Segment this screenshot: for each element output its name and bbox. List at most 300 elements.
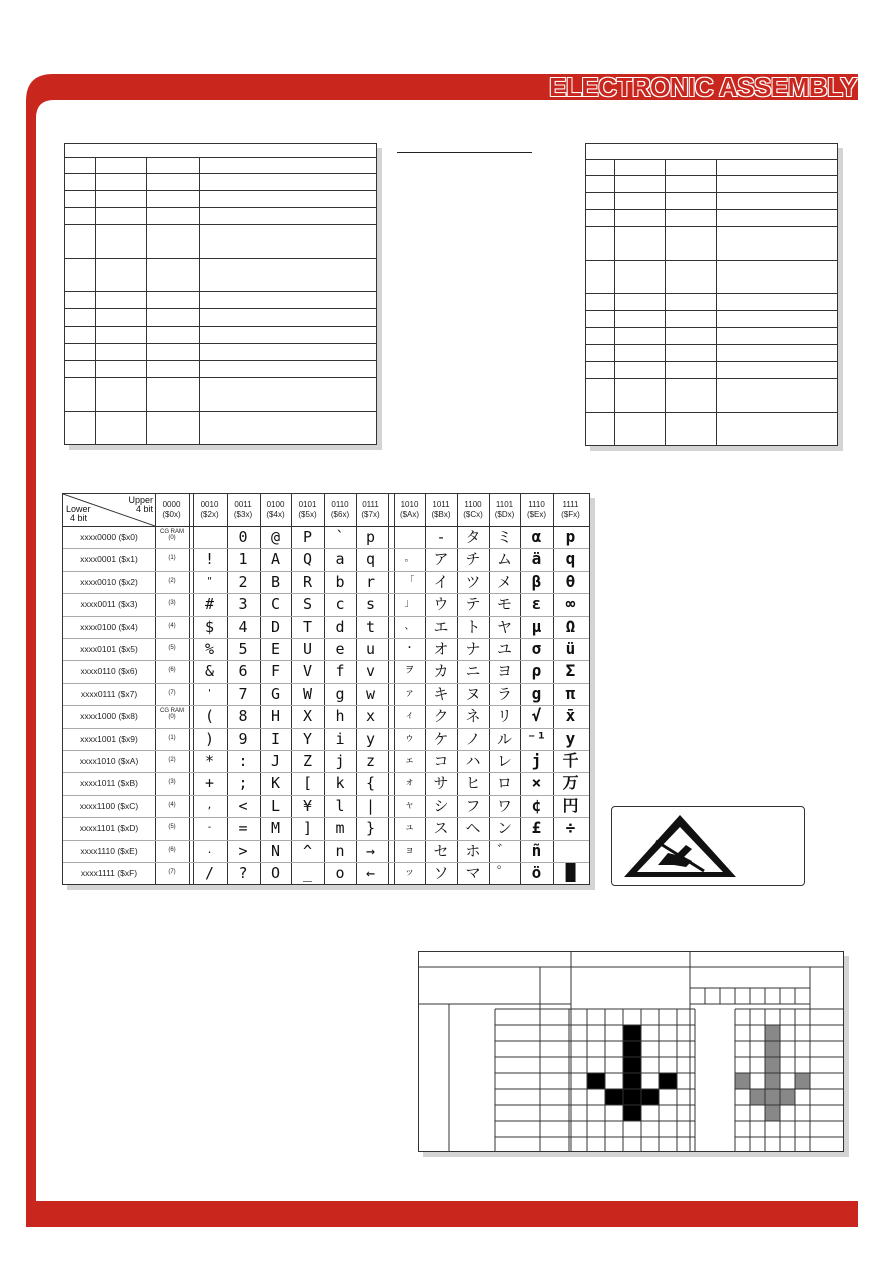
char-glyph: # xyxy=(204,595,215,614)
char-glyph: セ xyxy=(433,841,449,860)
row-divider xyxy=(63,840,589,841)
char-glyph: - xyxy=(436,528,446,546)
char-glyph: キ xyxy=(433,684,449,703)
char-glyph: ラ xyxy=(496,684,512,703)
pixel-gray xyxy=(765,1105,780,1121)
char-glyph: y xyxy=(565,728,576,748)
column-hex: ($Bx) xyxy=(431,510,451,519)
char-glyph: シ xyxy=(433,796,449,815)
cgram-index: (3) xyxy=(168,600,176,607)
char-glyph: p xyxy=(365,528,376,546)
char-glyph: ロ xyxy=(496,774,512,793)
column-header xyxy=(553,500,588,520)
column-hex: ($2x) xyxy=(200,510,219,519)
char-glyph: " xyxy=(206,575,213,587)
cgram-cell xyxy=(155,847,189,853)
cgram-index: (2) xyxy=(168,577,176,584)
cgram-index: (6) xyxy=(168,846,176,853)
row-label: xxxx0010 ($x2) xyxy=(80,576,138,587)
char-glyph: ÷ xyxy=(565,818,576,838)
column-header xyxy=(260,500,291,520)
char-glyph: a xyxy=(335,550,345,569)
char-glyph: 8 xyxy=(238,707,248,726)
row-divider xyxy=(63,862,589,863)
char-glyph: K xyxy=(270,774,281,793)
column-hex: ($0x) xyxy=(162,510,181,519)
column-header xyxy=(356,500,385,520)
char-glyph: ャ xyxy=(404,799,415,811)
char-glyph: I xyxy=(270,729,281,748)
char-glyph: u xyxy=(365,640,376,658)
char-glyph: U xyxy=(302,640,313,658)
table-vline xyxy=(189,494,190,884)
pixel-on xyxy=(605,1089,623,1105)
char-glyph: z xyxy=(365,752,376,770)
row-label: xxxx1001 ($x9) xyxy=(80,733,138,744)
char-glyph: ゥ xyxy=(404,732,415,744)
char-glyph: { xyxy=(365,774,376,793)
cgram-cell xyxy=(155,667,189,673)
pixel-gray xyxy=(765,1089,780,1105)
char-glyph: & xyxy=(204,662,215,681)
cgram-cell xyxy=(155,735,189,741)
char-glyph: Y xyxy=(302,729,313,748)
char-glyph: k xyxy=(335,774,345,793)
esd-warning-box xyxy=(611,806,805,886)
char-glyph: f xyxy=(335,662,345,681)
char-glyph: q xyxy=(565,549,576,569)
char-glyph: ソ xyxy=(433,864,449,882)
char-glyph: タ xyxy=(465,528,481,546)
char-glyph: ¥ xyxy=(302,796,313,815)
char-glyph: / xyxy=(204,864,215,882)
column-hex: ($Ax) xyxy=(399,510,420,519)
column-hex: ($3x) xyxy=(233,510,253,519)
char-glyph: x xyxy=(365,707,376,726)
char-glyph: q xyxy=(365,550,376,569)
char-glyph: オ xyxy=(433,640,449,658)
column-header xyxy=(193,500,226,520)
pin-table-right xyxy=(585,143,838,446)
char-glyph: Q xyxy=(302,550,313,569)
char-glyph: i xyxy=(335,729,345,748)
underline-rule xyxy=(397,152,532,153)
char-glyph: ) xyxy=(204,729,215,748)
column-header xyxy=(291,500,324,520)
cgram-cell xyxy=(155,529,189,541)
header-divider xyxy=(63,526,589,527)
char-glyph: 「 xyxy=(404,575,415,587)
char-glyph: μ xyxy=(531,616,542,636)
char-glyph: ネ xyxy=(465,707,481,726)
char-glyph: M xyxy=(270,819,281,838)
row-divider xyxy=(63,548,589,549)
char-glyph: < xyxy=(238,796,248,815)
pixel-gray xyxy=(750,1089,765,1105)
char-glyph: 万 xyxy=(562,773,579,793)
cgram-index: (1) xyxy=(168,555,176,562)
pixel-on xyxy=(641,1089,659,1105)
char-glyph: ρ xyxy=(531,661,542,681)
char-glyph: ツ xyxy=(465,572,481,591)
row-label: xxxx1100 ($xC) xyxy=(79,800,139,811)
row-divider xyxy=(63,683,589,684)
char-glyph: █ xyxy=(565,863,576,882)
char-glyph: ユ xyxy=(496,640,512,658)
char-glyph: n xyxy=(335,841,345,860)
row-divider xyxy=(63,772,589,773)
cgram-index: (6) xyxy=(168,667,176,674)
char-glyph: L xyxy=(270,796,281,815)
brand-logo: ELECTRONIC ASSEMBLY xyxy=(549,72,857,102)
char-glyph: ヒ xyxy=(465,774,481,793)
char-glyph: π xyxy=(565,683,576,703)
char-glyph: % xyxy=(204,640,215,658)
char-glyph: l xyxy=(335,796,345,815)
column-hex: ($6x) xyxy=(330,510,350,519)
pixel-on xyxy=(623,1073,641,1089)
char-glyph: ワ xyxy=(496,796,512,815)
row-label: xxxx1111 ($xF) xyxy=(80,868,138,878)
char-glyph: ニ xyxy=(465,662,481,681)
cgram-cell xyxy=(155,779,189,785)
cgram-cell xyxy=(155,824,189,830)
pixel-gray xyxy=(795,1073,810,1089)
char-glyph: ハ xyxy=(465,752,481,770)
pixel-gray xyxy=(780,1089,795,1105)
char-glyph: 、 xyxy=(404,620,415,632)
esd-warning-icon xyxy=(620,811,740,881)
char-glyph: 1 xyxy=(238,550,248,569)
cgram-cell xyxy=(155,802,189,808)
column-header xyxy=(457,500,489,520)
cgram-cell xyxy=(155,690,189,696)
char-glyph: T xyxy=(302,617,313,636)
char-glyph: → xyxy=(365,841,376,860)
char-glyph: ル xyxy=(496,729,512,748)
char-glyph: β xyxy=(531,571,542,591)
char-glyph: o xyxy=(335,864,345,882)
char-glyph: ノ xyxy=(465,729,481,748)
char-glyph: ; xyxy=(238,774,248,793)
row-divider xyxy=(63,817,589,818)
char-glyph: 5 xyxy=(238,640,248,658)
pixel-on xyxy=(587,1073,605,1089)
char-glyph: ア xyxy=(433,550,449,569)
char-glyph: ← xyxy=(365,864,376,882)
row-label: xxxx0001 ($x1) xyxy=(80,554,138,565)
char-glyph: ェ xyxy=(404,755,415,766)
char-glyph: _ xyxy=(302,864,313,882)
char-glyph: カ xyxy=(433,662,449,681)
char-glyph: ε xyxy=(531,594,542,614)
column-hex: ($Fx) xyxy=(561,510,580,519)
pixel-on xyxy=(623,1057,641,1073)
char-glyph: ト xyxy=(465,617,481,636)
char-glyph: 2 xyxy=(238,572,248,591)
char-glyph: J xyxy=(270,752,281,770)
char-glyph: ホ xyxy=(465,841,481,860)
column-binary: 0100 xyxy=(266,500,285,509)
char-glyph: p xyxy=(565,527,576,546)
char-glyph: ァ xyxy=(404,687,415,699)
char-glyph: v xyxy=(365,662,376,681)
char-glyph: V xyxy=(302,662,313,681)
column-hex: ($Ex) xyxy=(526,510,547,519)
char-glyph: ・ xyxy=(404,643,415,654)
cgram-index: (2) xyxy=(168,757,176,763)
char-glyph: F xyxy=(270,662,281,681)
column-binary: 0000 xyxy=(162,500,181,509)
column-hex: ($Dx) xyxy=(494,510,515,519)
cgram-label: CG RAM xyxy=(160,529,184,535)
pixel-gray xyxy=(735,1073,750,1089)
bitmap-grid-svg xyxy=(419,952,843,1151)
char-glyph: W xyxy=(302,684,313,703)
char-glyph: モ xyxy=(496,595,512,614)
char-glyph: コ xyxy=(433,752,449,770)
char-glyph: s xyxy=(365,595,376,614)
char-glyph: Z xyxy=(302,752,313,770)
row-label: xxxx0000 ($x0) xyxy=(80,532,138,542)
char-glyph: ォ xyxy=(404,777,415,789)
pixel-on xyxy=(623,1025,641,1041)
row-label: xxxx1000 ($x8) xyxy=(80,711,138,722)
cgram-index: (1) xyxy=(168,734,176,741)
char-glyph: g xyxy=(335,684,345,703)
char-glyph: - xyxy=(206,822,213,834)
row-label: xxxx1010 ($xA) xyxy=(79,756,139,766)
cgram-cell xyxy=(155,578,189,584)
char-glyph: レ xyxy=(496,752,512,770)
char-glyph: ュ xyxy=(404,822,415,834)
char-glyph: チ xyxy=(465,550,481,569)
char-glyph: √ xyxy=(531,706,542,726)
row-label: xxxx0111 ($x7) xyxy=(80,688,138,699)
char-glyph: R xyxy=(302,572,313,591)
char-glyph: イ xyxy=(433,572,449,591)
pixel-gray xyxy=(765,1025,780,1041)
char-glyph: テ xyxy=(465,595,481,614)
char-glyph: ケ xyxy=(433,729,449,748)
column-hex: ($Cx) xyxy=(463,510,483,519)
cgram-cell xyxy=(155,708,189,720)
char-glyph: : xyxy=(238,752,248,770)
char-glyph: ⁻¹ xyxy=(526,728,547,748)
column-header xyxy=(155,500,188,520)
char-glyph: ヤ xyxy=(496,617,512,636)
row-divider xyxy=(63,750,589,751)
char-glyph: × xyxy=(531,773,542,793)
char-glyph: + xyxy=(204,774,215,793)
column-binary: 0111 xyxy=(362,500,379,509)
column-header xyxy=(489,500,520,520)
char-glyph: j xyxy=(335,752,345,770)
cgram-cell xyxy=(155,645,189,651)
row-divider xyxy=(63,638,589,639)
row-label: xxxx0110 ($x6) xyxy=(80,666,138,677)
char-glyph: ス xyxy=(433,819,449,838)
char-glyph: t xyxy=(365,617,376,636)
char-glyph: ! xyxy=(204,550,215,569)
char-glyph: ナ xyxy=(465,640,481,658)
cgram-cell xyxy=(155,600,189,606)
row-label: xxxx0100 ($x4) xyxy=(80,621,138,632)
row-label: xxxx0101 ($x5) xyxy=(80,644,138,654)
corner-upper-label: Upper 4 bit xyxy=(128,495,153,514)
char-glyph: x̄ xyxy=(565,706,576,726)
column-hex: ($7x) xyxy=(361,510,380,519)
char-glyph: マ xyxy=(465,864,481,882)
cgram-index: (7) xyxy=(168,869,176,875)
char-glyph: y xyxy=(365,729,376,748)
char-glyph: ü xyxy=(565,639,576,658)
char-glyph: θ xyxy=(565,571,576,591)
column-hex: ($4x) xyxy=(266,510,285,519)
char-glyph: ッ xyxy=(404,867,415,878)
char-glyph: $ xyxy=(204,617,215,636)
char-glyph: N xyxy=(270,841,281,860)
column-header xyxy=(227,500,259,520)
cgram-index: (4) xyxy=(168,622,176,629)
column-binary: 1110 xyxy=(528,500,545,509)
char-glyph: 」 xyxy=(404,598,415,610)
char-glyph: * xyxy=(204,752,215,770)
char-glyph: 4 xyxy=(238,617,248,636)
row-divider xyxy=(63,795,589,796)
corner-lower-label: Lower 4 bit xyxy=(66,504,91,523)
char-glyph: D xyxy=(270,617,281,636)
column-binary: 1010 xyxy=(400,500,419,509)
row-divider xyxy=(63,571,589,572)
char-glyph: £ xyxy=(531,818,542,838)
char-glyph: @ xyxy=(270,528,281,546)
char-glyph: O xyxy=(270,864,281,882)
char-glyph: e xyxy=(335,640,345,658)
char-glyph: エ xyxy=(433,617,449,636)
char-glyph: 0 xyxy=(238,528,248,546)
table-vline xyxy=(388,494,389,884)
pixel-gray xyxy=(765,1073,780,1089)
char-glyph: ? xyxy=(238,864,248,882)
char-glyph: , xyxy=(206,799,213,811)
char-glyph: . xyxy=(206,844,213,856)
char-glyph: w xyxy=(365,684,376,703)
char-glyph: 7 xyxy=(238,684,248,703)
char-glyph: σ xyxy=(531,639,542,658)
pixel-on xyxy=(623,1041,641,1057)
cgram-index: (0) xyxy=(168,535,176,541)
char-glyph: ñ xyxy=(531,840,542,860)
char-glyph: g xyxy=(531,683,542,703)
char-glyph: ヘ xyxy=(465,819,481,838)
char-glyph: ム xyxy=(496,550,512,569)
cgram-index: (7) xyxy=(168,689,176,696)
pixel-on xyxy=(623,1089,641,1105)
char-glyph: ヲ xyxy=(404,665,415,677)
char-glyph: ミ xyxy=(496,528,512,546)
char-glyph: C xyxy=(270,595,281,614)
row-divider xyxy=(63,660,589,661)
char-glyph: | xyxy=(365,796,376,815)
char-glyph: A xyxy=(270,550,281,569)
char-glyph: E xyxy=(270,640,281,658)
char-glyph: ク xyxy=(433,707,449,726)
char-glyph: サ xyxy=(433,774,449,793)
char-glyph: 円 xyxy=(562,795,579,815)
char-glyph: ' xyxy=(206,687,213,699)
row-label: xxxx1101 ($xD) xyxy=(79,823,139,834)
char-glyph: Σ xyxy=(565,661,576,681)
char-glyph: m xyxy=(335,819,345,838)
column-binary: 0011 xyxy=(234,500,252,509)
char-glyph: ] xyxy=(302,819,313,838)
column-binary: 1100 xyxy=(464,500,482,509)
column-binary: 1101 xyxy=(495,500,514,509)
char-glyph: ヌ xyxy=(465,684,481,703)
char-glyph: ウ xyxy=(433,595,449,614)
char-glyph: = xyxy=(238,819,248,838)
cgram-index: (5) xyxy=(168,645,176,651)
char-glyph: ョ xyxy=(404,844,415,856)
column-binary: 1011 xyxy=(432,500,450,509)
char-glyph: B xyxy=(270,572,281,591)
char-glyph: S xyxy=(302,595,313,614)
char-glyph: c xyxy=(335,595,345,614)
char-glyph: 9 xyxy=(238,729,248,748)
char-glyph: ( xyxy=(204,707,215,726)
char-glyph: ィ xyxy=(404,710,415,722)
cgram-index: (0) xyxy=(168,714,176,721)
char-glyph: フ xyxy=(465,796,481,815)
char-glyph: ` xyxy=(335,528,345,546)
char-glyph: j xyxy=(531,751,542,770)
char-glyph: ∞ xyxy=(565,594,576,614)
char-glyph: 。 xyxy=(404,553,415,565)
column-binary: 0010 xyxy=(200,500,219,509)
char-glyph: 6 xyxy=(238,662,248,681)
char-glyph: } xyxy=(365,819,376,838)
pin-table-left xyxy=(64,143,377,445)
char-glyph: G xyxy=(270,684,281,703)
cgram-index: (4) xyxy=(168,801,176,808)
char-glyph: X xyxy=(302,707,313,726)
char-glyph: r xyxy=(365,572,376,591)
column-header xyxy=(520,500,553,520)
row-label: xxxx1011 ($xB) xyxy=(80,778,138,789)
char-glyph: Ω xyxy=(565,616,576,636)
char-glyph: 3 xyxy=(238,595,248,614)
char-glyph: ¢ xyxy=(531,795,542,815)
cgram-index: (3) xyxy=(168,779,176,786)
row-divider xyxy=(63,616,589,617)
char-glyph: ン xyxy=(496,819,512,838)
char-glyph: メ xyxy=(496,572,512,591)
row-label: xxxx1110 ($xE) xyxy=(80,845,138,856)
pixel-on xyxy=(623,1105,641,1121)
column-binary: 0101 xyxy=(298,500,317,509)
char-glyph: ゜ xyxy=(496,864,512,882)
cgram-label: CG RAM xyxy=(160,708,184,715)
character-table xyxy=(62,493,590,885)
column-binary: 0110 xyxy=(331,500,349,509)
char-glyph: ヨ xyxy=(496,662,512,681)
cgram-cell xyxy=(155,623,189,629)
char-glyph: [ xyxy=(302,774,313,793)
cgram-index: (5) xyxy=(168,824,176,831)
pixel-gray xyxy=(765,1041,780,1057)
char-glyph: リ xyxy=(496,707,512,726)
